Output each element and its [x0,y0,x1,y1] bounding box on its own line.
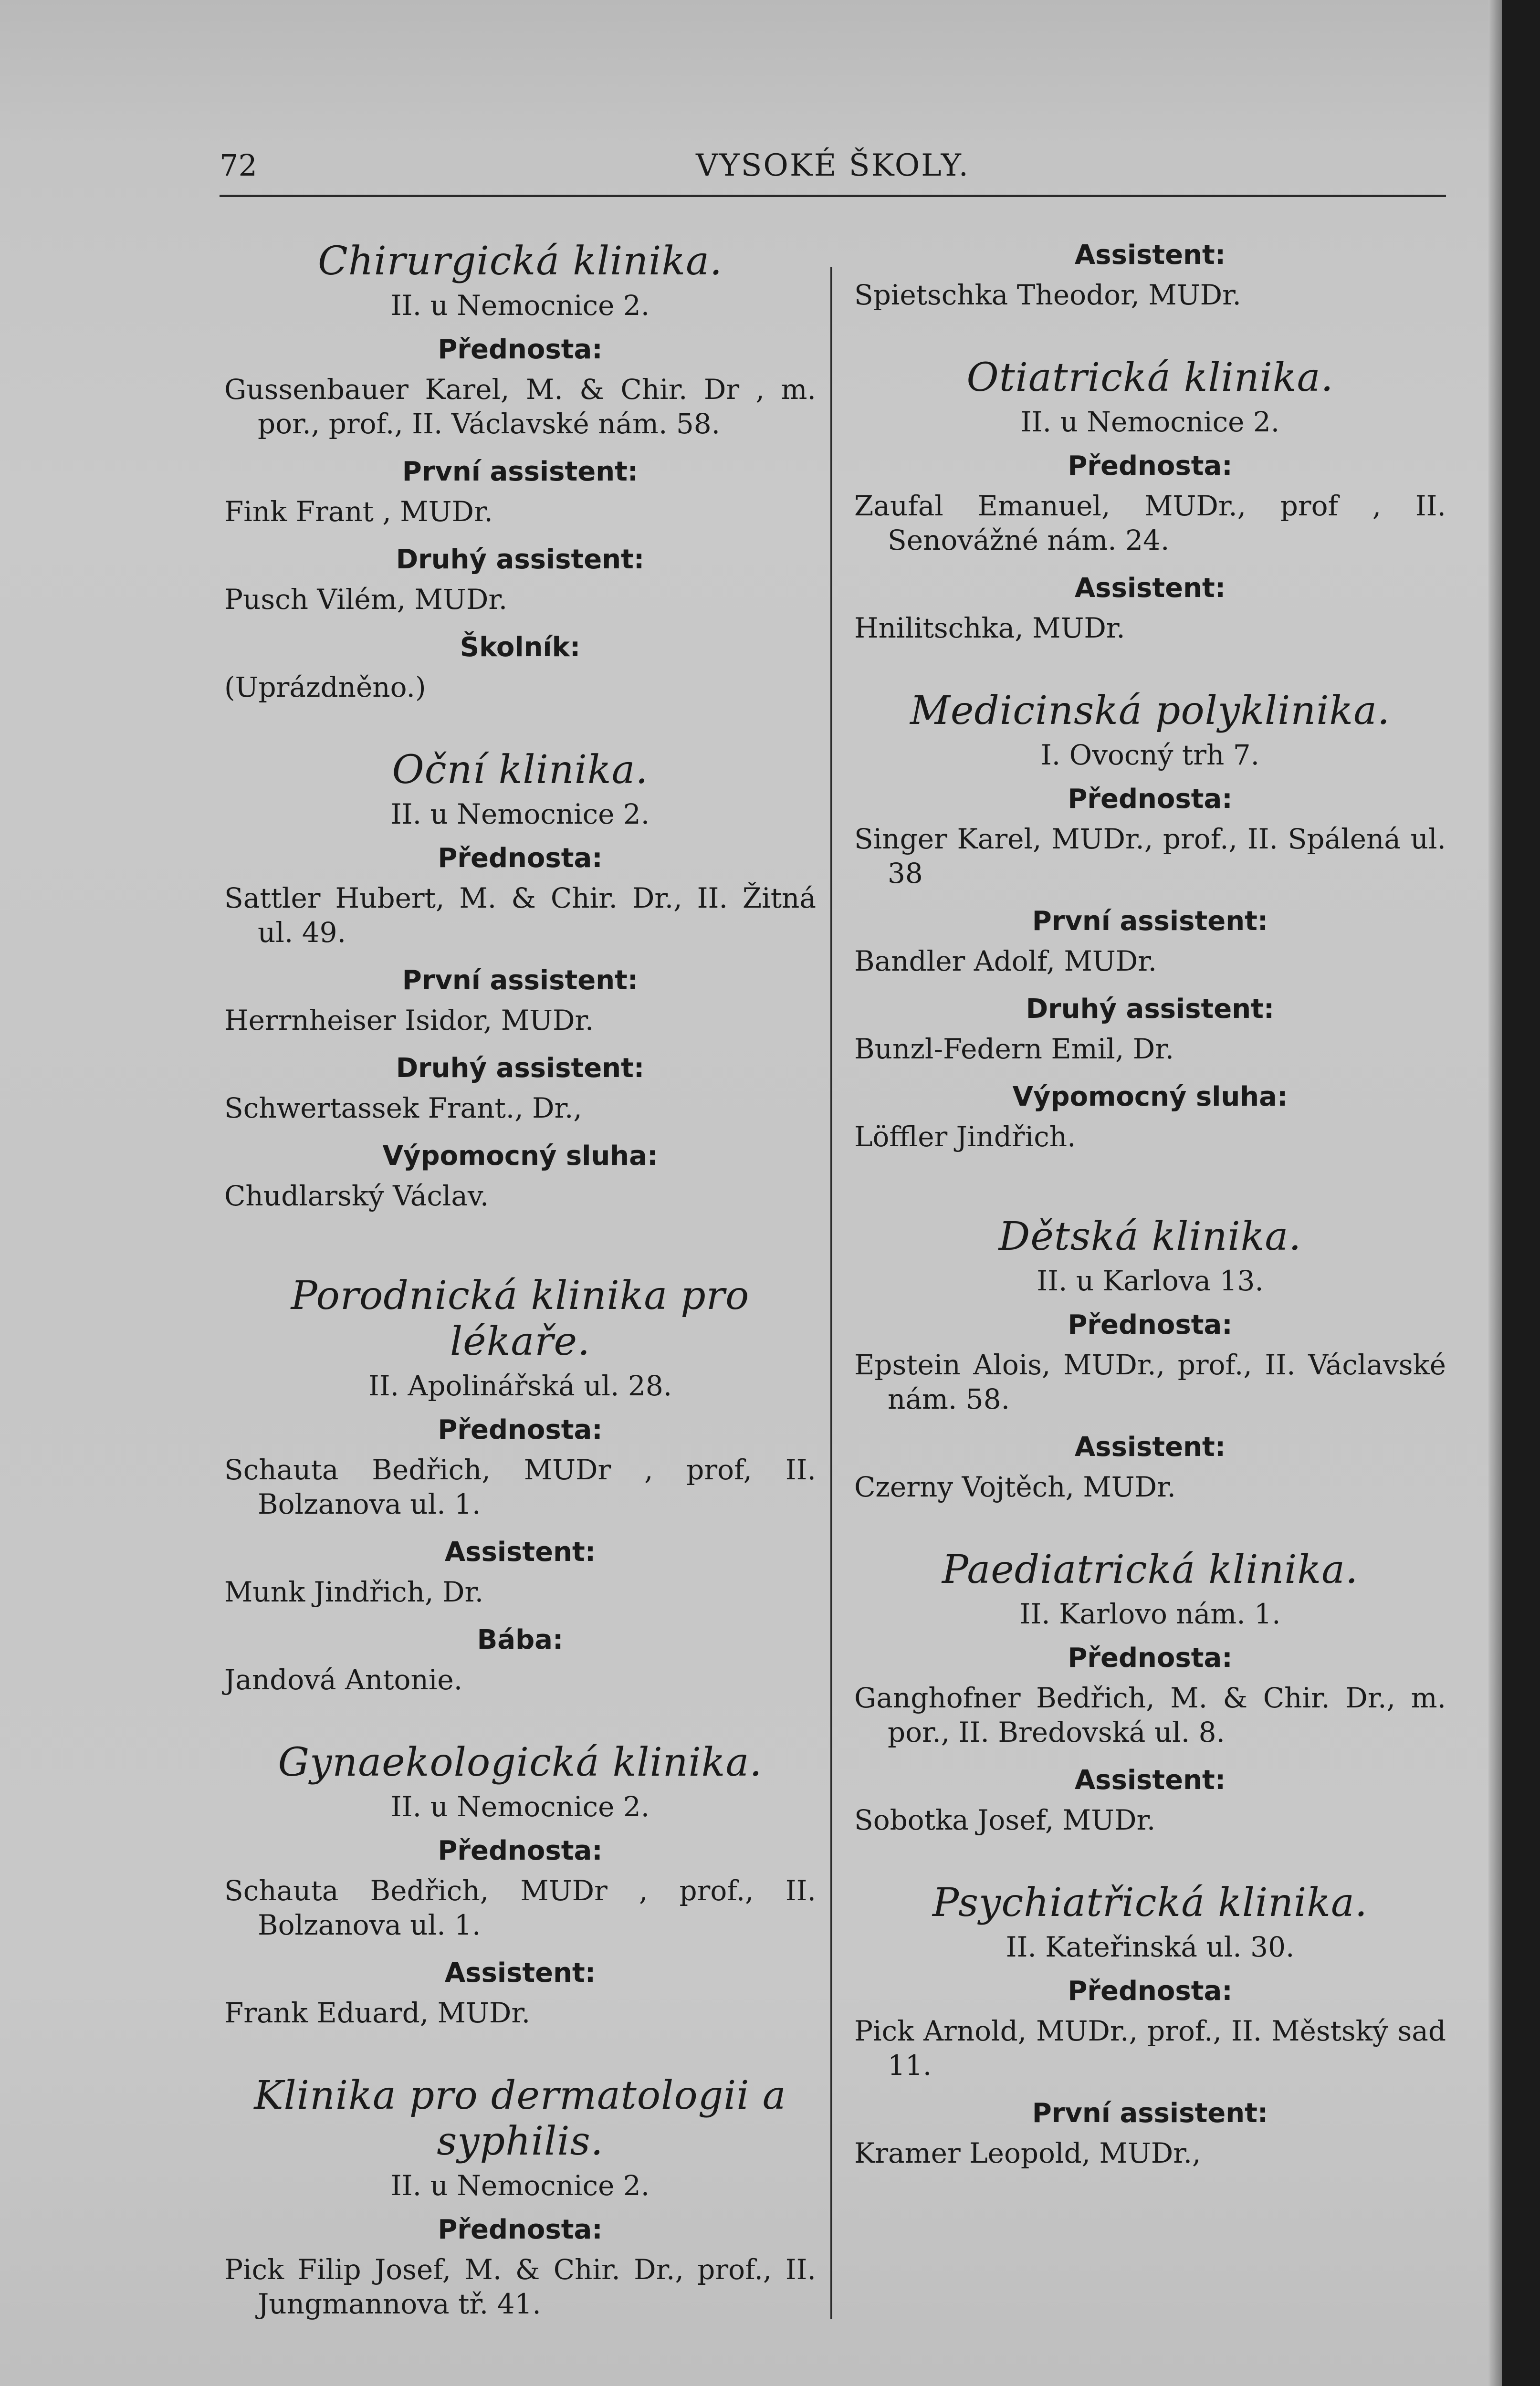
role-label: Přednosta: [1068,1643,1233,1674]
clinic-title: Paediatrická klinika. [942,1547,1359,1592]
clinic-title: Oční klinika. [392,747,649,793]
person-entry: Löffler Jindřich. [854,1120,1076,1153]
person-entry: Chudlarský Václav. [224,1180,489,1212]
scan-edge [1502,0,1540,2386]
clinic-section [224,1740,816,2030]
role-label: Assistent: [1074,1432,1226,1463]
clinic-section [854,1547,1446,1837]
page-edge-shadow [1488,0,1502,2386]
clinic-section [224,1273,816,1697]
clinic-section [224,2073,816,2321]
role-label: Druhý assistent: [396,544,645,575]
person-entry: Singer Karel, MUDr., prof., II. Spálená ul. 38 [854,823,1446,890]
person-entry: Pusch Vilém, MUDr. [224,583,508,616]
clinic-address: II. u Nemocnice 2. [390,2169,650,2202]
clinic-title: Porodnická klinika pro lékaře. [291,1273,750,1364]
person-entry: Gussenbauer Karel, M. & Chir. Dr , m. por., prof., II. Václavské nám. 58. [224,373,816,440]
clinic-address: II. u Nemocnice 2. [390,798,650,830]
role-label: Výpomocný sluha: [382,1141,658,1172]
person-entry: Frank Eduard, MUDr. [224,1997,531,2029]
person-entry: Munk Jindřich, Dr. [224,1576,484,1608]
clinic-address: II. u Nemocnice 2. [1020,406,1280,438]
person-entry: Hnilitschka, MUDr. [854,612,1125,644]
clinic-address: II. Karlovo nám. 1. [1019,1598,1281,1630]
clinic-title: Gynaekologická klinika. [278,1740,763,1785]
page-header [220,143,1446,196]
person-entry: Fink Frant , MUDr. [224,495,493,528]
person-entry: Schauta Bedřich, MUDr , prof, II. Bolzanova ul. 1. [224,1454,816,1520]
clinic-section [854,239,1446,312]
clinic-address: II. u Karlova 13. [1037,1265,1264,1297]
role-label: Druhý assistent: [396,1053,645,1084]
person-entry: Herrnheiser Isidor, MUDr. [224,1004,594,1036]
person-entry: (Uprázdněno.) [224,671,426,703]
role-label: Bába: [477,1624,564,1655]
person-entry: Jandová Antonie. [224,1664,463,1696]
clinic-title: Dětská klinika. [998,1214,1302,1259]
role-label: Přednosta: [1068,784,1233,815]
clinic-section [224,747,816,1213]
person-entry: Pick Arnold, MUDr., prof., II. Městský sad 11. [854,2015,1446,2082]
role-label: Assistent: [1074,1765,1226,1796]
person-entry: Epstein Alois, MUDr., prof., II. Václavské nám. 58. [854,1349,1446,1415]
clinic-section [854,355,1446,645]
role-label: Přednosta: [438,2214,603,2245]
person-entry: Bandler Adolf, MUDr. [854,945,1157,977]
clinic-address: I. Ovocný trh 7. [1040,739,1260,771]
role-label: Assistent: [1074,240,1226,271]
role-label: První assistent: [1032,906,1268,937]
role-label: Přednosta: [438,843,603,874]
person-entry: Sattler Hubert, M. & Chir. Dr., II. Žitná ul. 49. [224,882,816,949]
person-entry: Pick Filip Josef, M. & Chir. Dr., prof., II. Jungmannova tř. 41. [224,2253,816,2320]
person-entry: Sobotka Josef, MUDr. [854,1804,1156,1836]
clinic-title: Klinika pro dermatologii a syphilis. [254,2073,786,2164]
clinic-address: II. Kateřinská ul. 30. [1006,1931,1295,1963]
person-entry: Zaufal Emanuel, MUDr., prof , II. Senovážné nám. 24. [854,490,1446,556]
clinic-title: Chirurgická klinika. [317,239,723,284]
role-label: První assistent: [1032,2098,1268,2129]
role-label: Přednosta: [438,1414,603,1445]
clinic-section [854,688,1446,1154]
role-label: Assistent: [1074,573,1226,604]
clinic-title: Psychiatřická klinika. [932,1880,1368,1926]
role-label: Přednosta: [1068,1309,1233,1340]
person-entry: Bunzl-Federn Emil, Dr. [854,1033,1174,1065]
clinic-address: II. u Nemocnice 2. [390,289,650,322]
role-label: Druhý assistent: [1026,994,1275,1025]
column-divider [830,267,832,2319]
role-label: První assistent: [402,456,639,487]
right-column [854,239,1446,2185]
clinic-address: II. Apolinářská ul. 28. [368,1370,672,1402]
clinic-section [854,1214,1446,1504]
left-column [224,239,816,2335]
role-label: Školník: [460,632,581,663]
role-label: První assistent: [402,965,639,996]
role-label: Přednosta: [438,1835,603,1866]
role-label: Přednosta: [438,334,603,365]
person-entry: Schwertassek Frant., Dr., [224,1092,582,1124]
role-label: Assistent: [444,1537,596,1568]
role-label: Assistent: [444,1957,596,1988]
person-entry: Kramer Leopold, MUDr., [854,2137,1201,2169]
clinic-section [224,239,816,704]
clinic-address: II. u Nemocnice 2. [390,1790,650,1823]
clinic-title: Medicinská polyklinika. [910,688,1391,733]
role-label: Přednosta: [1068,450,1233,481]
person-entry: Czerny Vojtěch, MUDr. [854,1471,1176,1503]
person-entry: Ganghofner Bedřich, M. & Chir. Dr., m. por., II. Bredovská ul. 8. [854,1682,1446,1748]
running-title: VYSOKÉ ŠKOLY. [696,148,970,183]
clinic-title: Otiatrická klinika. [966,355,1334,400]
role-label: Výpomocný sluha: [1012,1081,1288,1112]
page-number: 72 [220,148,257,183]
person-entry: Schauta Bedřich, MUDr , prof., II. Bolzanova ul. 1. [224,1874,816,1941]
role-label: Přednosta: [1068,1976,1233,2007]
person-entry: Spietschka Theodor, MUDr. [854,279,1241,311]
clinic-section [854,1880,1446,2170]
header-rule [220,195,1446,197]
